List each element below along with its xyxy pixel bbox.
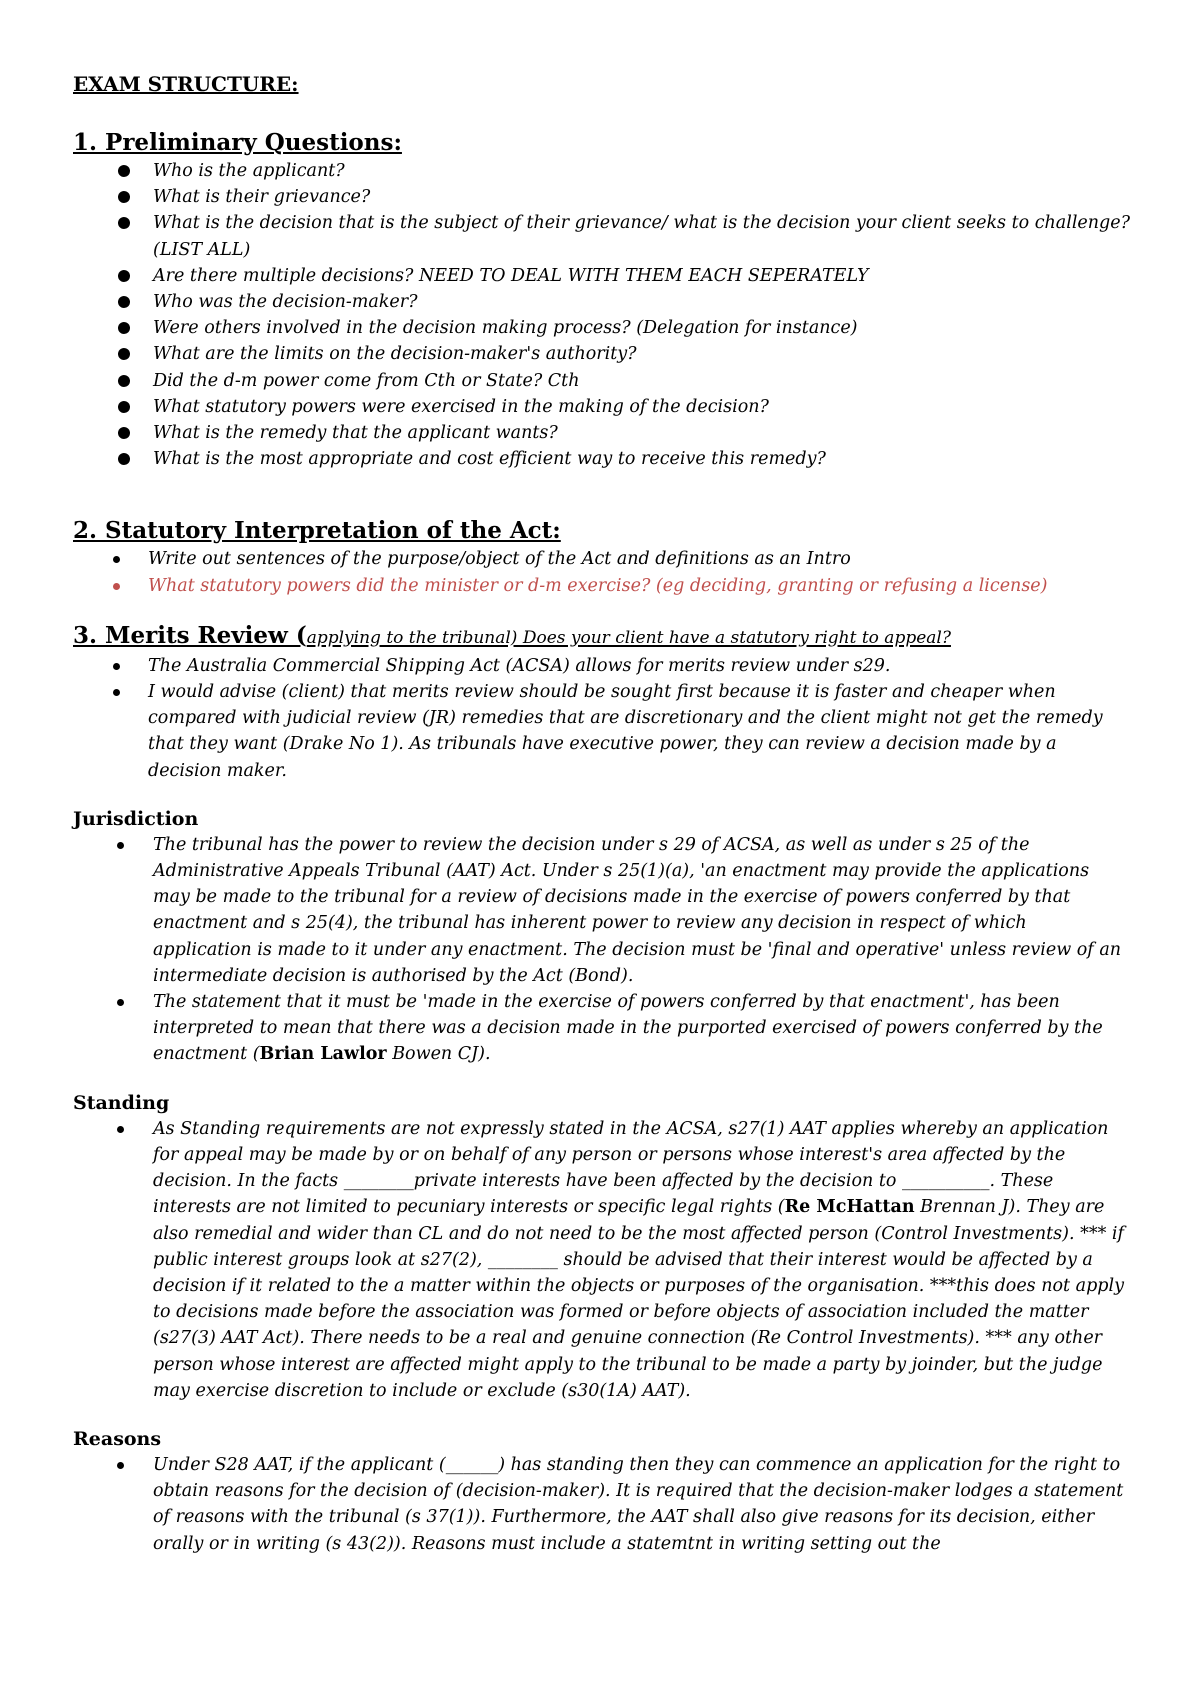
bullet-icon xyxy=(118,427,130,439)
bullet-icon xyxy=(117,842,124,849)
bullet-icon xyxy=(118,270,130,282)
list-item: The Australia Commercial Shipping Act (ACSA) allows for merits review under s29. xyxy=(73,653,1130,679)
case-citation: Re McHattan xyxy=(784,1197,915,1218)
list-item: Were others involved in the decision making process? (Delegation for instance) xyxy=(73,315,1130,341)
list-item: Under S28 AAT, if the applicant (______) has standing then they can commence an application for the right to obtain reasons for the decision of (decision-maker). It is required that the decision-maker lodges a statement of reasons with the tribunal (s 37(1)). Furthermore, the AAT shall also give reasons for its decision, either orally or in writing (s 43(2)). Reasons must include a statemtnt in writing setting out the xyxy=(73,1452,1130,1557)
jurisdiction-list xyxy=(73,832,1130,1068)
section-subheading: applying to the tribunal) Does your client have a statutory right to appeal? xyxy=(306,627,951,648)
list-item: Write out sentences of the purpose/object of the Act and definitions as an Intro xyxy=(73,546,1130,572)
list-item: As Standing requirements are not expressly stated in the ACSA, s27(1) AAT applies whereby an application for appeal may be made by or on behalf of any person or persons whose interest's area affected by the decision. In the facts ________private interests have been affected by the decision to __________. These interests are not limited to pecuniary interests or specific legal rights (Re McHattan Brennan J). They are also remedial and wider than CL and do not need to be the most affected person (Control Investments). *** if public interest groups look at s27(2), ________ should be advised that their interest would be affected by a decision if it related to the a matter within the objects or purposes of the organisation. ***this does not apply to decisions made before the association was formed or before objects of association included the matter (s27(3) AAT Act). There needs to be a real and genuine connection (Re Control Investments). *** any other person whose interest are affected might apply to the tribunal to be made a party by joinder, but the judge may exercise discretion to include or exclude (s30(1A) AAT). xyxy=(73,1116,1130,1404)
preliminary-questions-list xyxy=(73,158,1130,472)
bullet-icon xyxy=(118,453,130,465)
list-item: What are the limits on the decision-maker's authority? xyxy=(73,341,1130,367)
bullet-icon xyxy=(118,322,130,334)
subheading-jurisdiction: Jurisdiction xyxy=(73,807,199,830)
list-item: What is their grievance? xyxy=(73,184,1130,210)
spacer xyxy=(73,599,1130,621)
bullet-icon xyxy=(113,689,120,696)
list-item: What is the most appropriate and cost efficient way to receive this remedy? xyxy=(73,446,1130,472)
bullet-icon xyxy=(118,217,130,229)
subheading-standing: Standing xyxy=(73,1091,170,1114)
case-citation: Brian Lawlor xyxy=(259,1044,387,1065)
bullet-icon xyxy=(117,1462,124,1469)
section-heading-merits-review: 3. Merits Review (applying to the tribunal) Does your client have a statutory right to appeal? xyxy=(73,621,951,649)
spacer xyxy=(73,1404,1130,1426)
spacer xyxy=(73,1068,1130,1090)
section-heading-statutory: 2. Statutory Interpretation of the Act: xyxy=(73,517,561,545)
list-item: Who is the applicant? xyxy=(73,158,1130,184)
list-item: Are there multiple decisions? NEED TO DEAL WITH THEM EACH SEPERATELY xyxy=(73,263,1130,289)
list-item: What is the remedy that the applicant wants? xyxy=(73,420,1130,446)
subheading-reasons: Reasons xyxy=(73,1427,162,1450)
bullet-icon xyxy=(118,165,130,177)
section-heading-preliminary: 1. Preliminary Questions: xyxy=(73,129,402,156)
list-item: What is the decision that is the subject of their grievance/ what is the decision your client seeks to challenge? (LIST ALL) xyxy=(73,210,1130,262)
list-item: What statutory powers were exercised in the making of the decision? xyxy=(73,394,1130,420)
bullet-icon xyxy=(113,556,120,563)
bullet-icon xyxy=(117,1126,124,1133)
spacer xyxy=(73,472,1130,516)
bullet-icon xyxy=(118,375,130,387)
list-item: I would advise (client) that merits review should be sought first because it is faster and cheaper when compared with judicial review (JR) remedies that are discretionary and the client might not get the remedy that they want (Drake No 1). As tribunals have executive power, they can review a decision made by a decision maker. xyxy=(73,679,1130,784)
bullet-icon xyxy=(118,191,130,203)
list-item: The statement that it must be 'made in the exercise of powers conferred by that enactment', has been interpreted to mean that there was a decision made in the purported exercised of powers conferred by the enactment (Brian Lawlor Bowen CJ). xyxy=(73,989,1130,1068)
list-item: Did the d-m power come from Cth or State? Cth xyxy=(73,368,1130,394)
bullet-icon xyxy=(113,583,120,590)
merits-review-list xyxy=(73,653,1130,784)
list-item-highlighted: What statutory powers did the minister or d-m exercise? (eg deciding, granting or refusing a license) xyxy=(73,573,1130,599)
bullet-icon xyxy=(118,401,130,413)
bullet-icon xyxy=(117,999,124,1006)
reasons-list xyxy=(73,1452,1130,1557)
document-title: EXAM STRUCTURE: xyxy=(73,72,299,96)
bullet-icon xyxy=(113,663,120,670)
bullet-icon xyxy=(118,296,130,308)
list-item: Who was the decision-maker? xyxy=(73,289,1130,315)
spacer xyxy=(73,784,1130,806)
bullet-icon xyxy=(118,348,130,360)
statutory-interpretation-list xyxy=(73,546,1130,598)
list-item: The tribunal has the power to review the decision under s 29 of ACSA, as well as under s 25 of the Administrative Appeals Tribunal (AAT) Act. Under s 25(1)(a), 'an enactment may provide the applications may be made to the tribunal for a review of decisions made in the exercise of powers conferred by that enactment and s 25(4), the tribunal has inherent power to review any decision in respect of which application is made to it under any enactment. The decision must be 'final and operative' unless review of an intermediate decision is authorised by the Act (Bond). xyxy=(73,832,1130,989)
standing-list xyxy=(73,1116,1130,1404)
